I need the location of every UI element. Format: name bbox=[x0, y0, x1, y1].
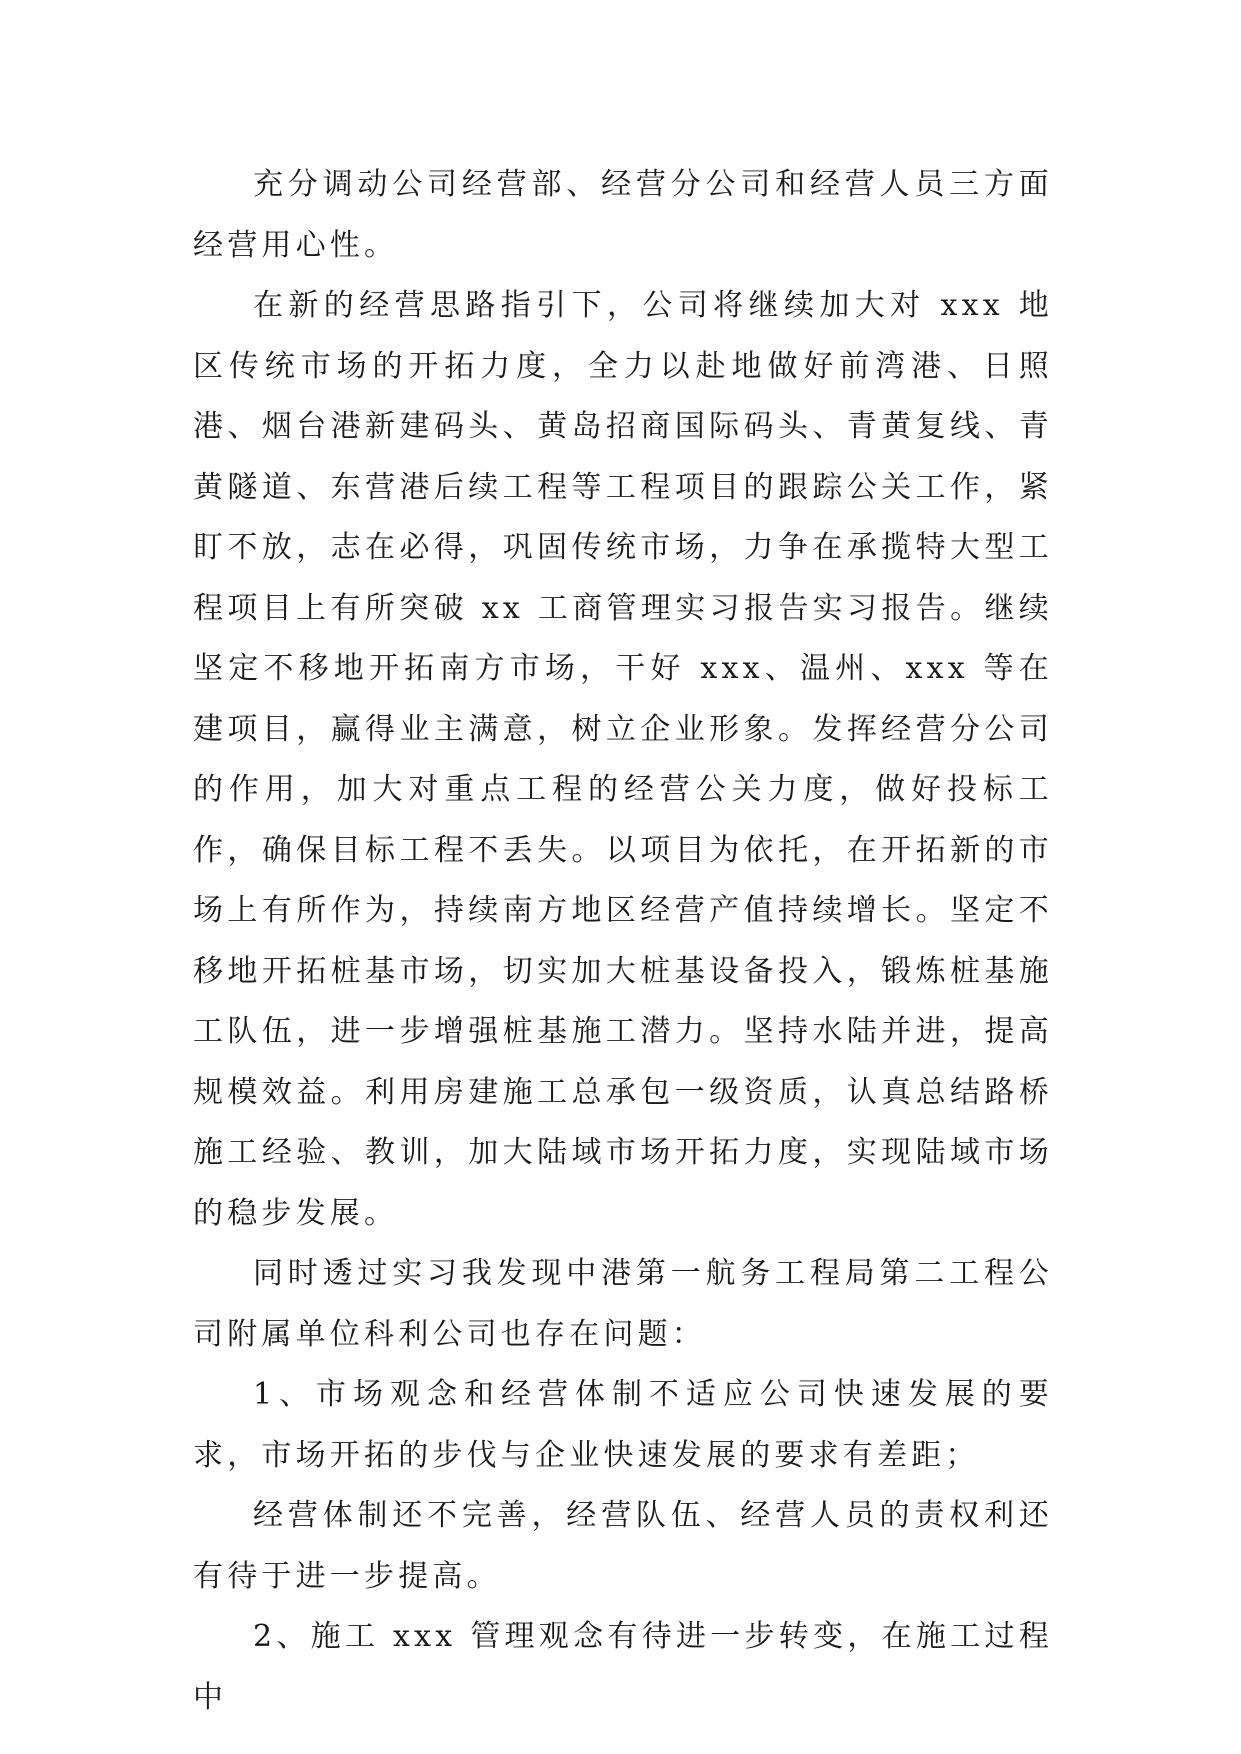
paragraph: 1、市场观念和经营体制不适应公司快速发展的要求，市场开拓的步伐与企业快速发展的要求有差距； bbox=[193, 1377, 1053, 1473]
document-body bbox=[193, 155, 1053, 1728]
paragraph: 充分调动公司经营部、经营分公司和经营人员三方面经营用心性。 bbox=[193, 167, 1053, 263]
paragraph: 在新的经营思路指引下，公司将继续加大对 xxx 地区传统市场的开拓力度，全力以赴地做好前湾港、日照港、烟台港新建码头、黄岛招商国际码头、青黄复线、青黄隧道、东营港后续工程等工程项目的跟踪公关工作，紧盯不放，志在必得，巩固传统市场，力争在承揽特大型工程项目上有所突破 xx 工商管理实习报告实习报告。继续坚定不移地开拓南方市场，干好 xxx、温州、xxx 等在建项目，赢得业主满意，树立企业形象。发挥经营分公司的作用，加大对重点工程的经营公关力度，做好投标工作，确保目标工程不丢失。以项目为依托，在开拓新的市场上有所作为，持续南方地区经营产值持续增长。坚定不移地开拓桩基市场，切实加大桩基设备投入，锻炼桩基施工队伍，进一步增强桩基施工潜力。坚持水陆并进，提高规模效益。利用房建施工总承包一级资质，认真总结路桥施工经验、教训，加大陆域市场开拓力度，实现陆域市场的稳步发展。 bbox=[193, 288, 1053, 1231]
paragraph: 经营体制还不完善，经营队伍、经营人员的责权利还有待于进一步提高。 bbox=[193, 1498, 1053, 1594]
paragraph: 2、施工 xxx 管理观念有待进一步转变，在施工过程中 bbox=[193, 1619, 1053, 1715]
paragraph: 同时透过实习我发现中港第一航务工程局第二工程公司附属单位科利公司也存在问题： bbox=[193, 1256, 1053, 1352]
